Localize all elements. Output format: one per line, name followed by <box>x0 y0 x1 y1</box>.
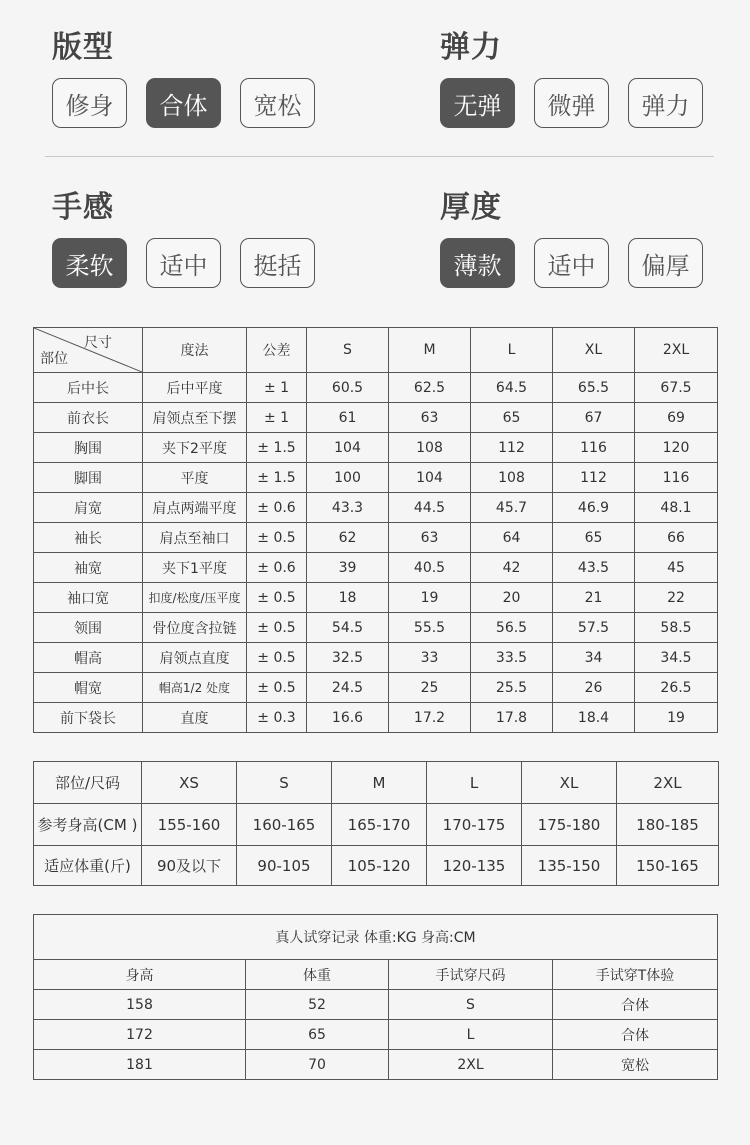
ref-table-row <box>34 804 719 846</box>
elasticity-option-slight[interactable]: 微弹 <box>534 78 609 128</box>
size-table-row <box>34 673 718 703</box>
table-cell: 领围 <box>34 613 143 643</box>
try-table-header: 手试穿T体验 <box>553 960 718 990</box>
table-cell: S <box>389 990 553 1020</box>
elasticity-option-stretch[interactable]: 弹力 <box>628 78 703 128</box>
table-cell: 172 <box>34 1020 246 1050</box>
table-cell: 63 <box>389 403 471 433</box>
table-cell: 脚围 <box>34 463 143 493</box>
table-cell: 46.9 <box>553 493 635 523</box>
thickness-title: 厚度 <box>440 190 502 225</box>
size-table-header: M <box>389 328 471 373</box>
size-table-row <box>34 643 718 673</box>
table-cell: 104 <box>307 433 389 463</box>
table-cell: 150-165 <box>617 846 719 886</box>
size-table-row <box>34 463 718 493</box>
table-cell: 袖口宽 <box>34 583 143 613</box>
section-divider <box>45 156 714 157</box>
fit-title: 版型 <box>52 30 114 65</box>
try-table-header: 身高 <box>34 960 246 990</box>
table-cell: ± 0.3 <box>247 703 307 733</box>
ref-table-header: M <box>332 762 427 804</box>
table-cell: 34 <box>553 643 635 673</box>
table-cell: 直度 <box>143 703 247 733</box>
size-table-header: XL <box>553 328 635 373</box>
feel-option-medium[interactable]: 适中 <box>146 238 221 288</box>
table-cell: 116 <box>553 433 635 463</box>
try-table-title-row <box>34 915 718 960</box>
fit-options <box>52 78 315 128</box>
table-cell: 肩领点直度 <box>143 643 247 673</box>
table-cell: 120-135 <box>427 846 522 886</box>
size-table-row <box>34 403 718 433</box>
corner-label-size: 尺寸 <box>84 335 112 351</box>
try-table-row <box>34 990 718 1020</box>
ref-table-header-row <box>34 762 719 804</box>
table-cell: 100 <box>307 463 389 493</box>
table-cell: 26 <box>553 673 635 703</box>
fit-option-regular[interactable]: 合体 <box>146 78 221 128</box>
table-cell: 45 <box>635 553 718 583</box>
table-cell: 90及以下 <box>142 846 237 886</box>
table-cell: 17.8 <box>471 703 553 733</box>
table-cell: 64.5 <box>471 373 553 403</box>
ref-table-header: 2XL <box>617 762 719 804</box>
table-cell: 后中平度 <box>143 373 247 403</box>
table-cell: 合体 <box>553 990 718 1020</box>
size-table-header: 度法 <box>143 328 247 373</box>
table-cell: 180-185 <box>617 804 719 846</box>
table-cell: 肩点两端平度 <box>143 493 247 523</box>
table-cell: ± 1.5 <box>247 463 307 493</box>
table-cell: 25.5 <box>471 673 553 703</box>
table-cell: 160-165 <box>237 804 332 846</box>
table-cell: 19 <box>389 583 471 613</box>
table-cell: 32.5 <box>307 643 389 673</box>
table-cell: 胸围 <box>34 433 143 463</box>
corner-label-part: 部位 <box>40 351 68 367</box>
table-cell: ± 0.6 <box>247 493 307 523</box>
table-cell: 65.5 <box>553 373 635 403</box>
ref-table-header: L <box>427 762 522 804</box>
table-cell: 袖长 <box>34 523 143 553</box>
table-cell: 69 <box>635 403 718 433</box>
table-cell: ± 0.5 <box>247 643 307 673</box>
table-cell: 肩宽 <box>34 493 143 523</box>
table-cell: 120 <box>635 433 718 463</box>
table-cell: 平度 <box>143 463 247 493</box>
table-cell: ± 1 <box>247 403 307 433</box>
table-cell: 61 <box>307 403 389 433</box>
try-table-header: 手试穿尺码 <box>389 960 553 990</box>
table-cell: 42 <box>471 553 553 583</box>
table-cell: 104 <box>389 463 471 493</box>
table-cell: 112 <box>471 433 553 463</box>
table-cell: 64 <box>471 523 553 553</box>
table-cell: 18 <box>307 583 389 613</box>
table-cell: ± 1.5 <box>247 433 307 463</box>
table-cell: 108 <box>389 433 471 463</box>
table-cell: ± 0.5 <box>247 613 307 643</box>
table-cell: 44.5 <box>389 493 471 523</box>
table-cell: 夹下1平度 <box>143 553 247 583</box>
size-table-row <box>34 523 718 553</box>
feel-options <box>52 238 315 288</box>
feel-option-crisp[interactable]: 挺括 <box>240 238 315 288</box>
table-cell: 54.5 <box>307 613 389 643</box>
feel-title: 手感 <box>52 190 114 225</box>
table-cell: 帽高1/2 处度 <box>143 673 247 703</box>
table-cell: 108 <box>471 463 553 493</box>
table-cell: 170-175 <box>427 804 522 846</box>
table-cell: 67.5 <box>635 373 718 403</box>
table-cell: 适应体重(斤) <box>34 846 142 886</box>
table-cell: 参考身高(CM ) <box>34 804 142 846</box>
try-table-header: 体重 <box>246 960 389 990</box>
elasticity-title: 弹力 <box>440 30 502 65</box>
table-cell: 39 <box>307 553 389 583</box>
table-cell: 合体 <box>553 1020 718 1050</box>
ref-table-body <box>34 804 719 886</box>
table-cell: 33 <box>389 643 471 673</box>
table-cell: 19 <box>635 703 718 733</box>
size-table-row <box>34 493 718 523</box>
fit-option-loose[interactable]: 宽松 <box>240 78 315 128</box>
try-table-row <box>34 1050 718 1080</box>
table-cell: ± 0.5 <box>247 673 307 703</box>
ref-table-header: XS <box>142 762 237 804</box>
size-table-row <box>34 553 718 583</box>
size-table-header: 2XL <box>635 328 718 373</box>
table-cell: 后中长 <box>34 373 143 403</box>
table-cell: 155-160 <box>142 804 237 846</box>
table-cell: 前衣长 <box>34 403 143 433</box>
table-cell: 181 <box>34 1050 246 1080</box>
ref-table-row <box>34 846 719 886</box>
table-cell: 48.1 <box>635 493 718 523</box>
ref-table-header: 部位/尺码 <box>34 762 142 804</box>
elasticity-option-none[interactable]: 无弹 <box>440 78 515 128</box>
table-cell: 40.5 <box>389 553 471 583</box>
table-cell: ± 0.6 <box>247 553 307 583</box>
size-table-row <box>34 373 718 403</box>
table-cell: 66 <box>635 523 718 553</box>
table-cell: 65 <box>471 403 553 433</box>
table-cell: 60.5 <box>307 373 389 403</box>
table-cell: ± 0.5 <box>247 583 307 613</box>
table-cell: 袖宽 <box>34 553 143 583</box>
size-table-header: L <box>471 328 553 373</box>
table-cell: 16.6 <box>307 703 389 733</box>
table-cell: 21 <box>553 583 635 613</box>
thickness-option-thick[interactable]: 偏厚 <box>628 238 703 288</box>
size-table-corner <box>34 328 143 373</box>
ref-table-header: S <box>237 762 332 804</box>
table-cell: 63 <box>389 523 471 553</box>
thickness-option-thin[interactable]: 薄款 <box>440 238 515 288</box>
table-cell: 135-150 <box>522 846 617 886</box>
size-table-header: 公差 <box>247 328 307 373</box>
size-table-row <box>34 703 718 733</box>
table-cell: 骨位度含拉链 <box>143 613 247 643</box>
table-cell: 25 <box>389 673 471 703</box>
table-cell: 70 <box>246 1050 389 1080</box>
table-cell: 肩点至袖口 <box>143 523 247 553</box>
table-cell: 56.5 <box>471 613 553 643</box>
try-table-body <box>34 990 718 1080</box>
table-cell: 20 <box>471 583 553 613</box>
try-table-title: 真人试穿记录 体重:KG 身高:CM <box>34 915 718 960</box>
table-cell: 55.5 <box>389 613 471 643</box>
table-cell: 26.5 <box>635 673 718 703</box>
table-cell: 夹下2平度 <box>143 433 247 463</box>
table-cell: 扣度/松度/压平度 <box>143 583 247 613</box>
table-cell: 62 <box>307 523 389 553</box>
try-table-header-row <box>34 960 718 990</box>
table-cell: 帽宽 <box>34 673 143 703</box>
table-cell: 57.5 <box>553 613 635 643</box>
thickness-options <box>440 238 703 288</box>
table-cell: 158 <box>34 990 246 1020</box>
table-cell: 22 <box>635 583 718 613</box>
table-cell: 24.5 <box>307 673 389 703</box>
table-cell: 65 <box>553 523 635 553</box>
try-table-row <box>34 1020 718 1050</box>
size-table-header: S <box>307 328 389 373</box>
table-cell: 肩领点至下摆 <box>143 403 247 433</box>
table-cell: 116 <box>635 463 718 493</box>
size-table-header-row <box>34 328 718 373</box>
thickness-option-medium[interactable]: 适中 <box>534 238 609 288</box>
table-cell: 前下袋长 <box>34 703 143 733</box>
table-cell: 宽松 <box>553 1050 718 1080</box>
size-table-row <box>34 613 718 643</box>
elasticity-options <box>440 78 703 128</box>
table-cell: 43.3 <box>307 493 389 523</box>
table-cell: ± 1 <box>247 373 307 403</box>
size-table-body <box>34 373 718 733</box>
table-cell: 90-105 <box>237 846 332 886</box>
table-cell: L <box>389 1020 553 1050</box>
table-cell: 175-180 <box>522 804 617 846</box>
fit-option-slim[interactable]: 修身 <box>52 78 127 128</box>
ref-table-header: XL <box>522 762 617 804</box>
table-cell: 67 <box>553 403 635 433</box>
table-cell: 34.5 <box>635 643 718 673</box>
table-cell: 62.5 <box>389 373 471 403</box>
table-cell: 58.5 <box>635 613 718 643</box>
table-cell: 帽高 <box>34 643 143 673</box>
table-cell: 17.2 <box>389 703 471 733</box>
table-cell: 105-120 <box>332 846 427 886</box>
size-measurement-table <box>33 327 718 733</box>
table-cell: 45.7 <box>471 493 553 523</box>
table-cell: 2XL <box>389 1050 553 1080</box>
size-table-row <box>34 583 718 613</box>
try-on-record-table <box>33 914 718 1080</box>
table-cell: 165-170 <box>332 804 427 846</box>
feel-option-soft[interactable]: 柔软 <box>52 238 127 288</box>
table-cell: 18.4 <box>553 703 635 733</box>
reference-size-table <box>33 761 719 886</box>
table-cell: 112 <box>553 463 635 493</box>
table-cell: 52 <box>246 990 389 1020</box>
table-cell: 33.5 <box>471 643 553 673</box>
table-cell: 43.5 <box>553 553 635 583</box>
table-cell: ± 0.5 <box>247 523 307 553</box>
table-cell: 65 <box>246 1020 389 1050</box>
size-table-row <box>34 433 718 463</box>
